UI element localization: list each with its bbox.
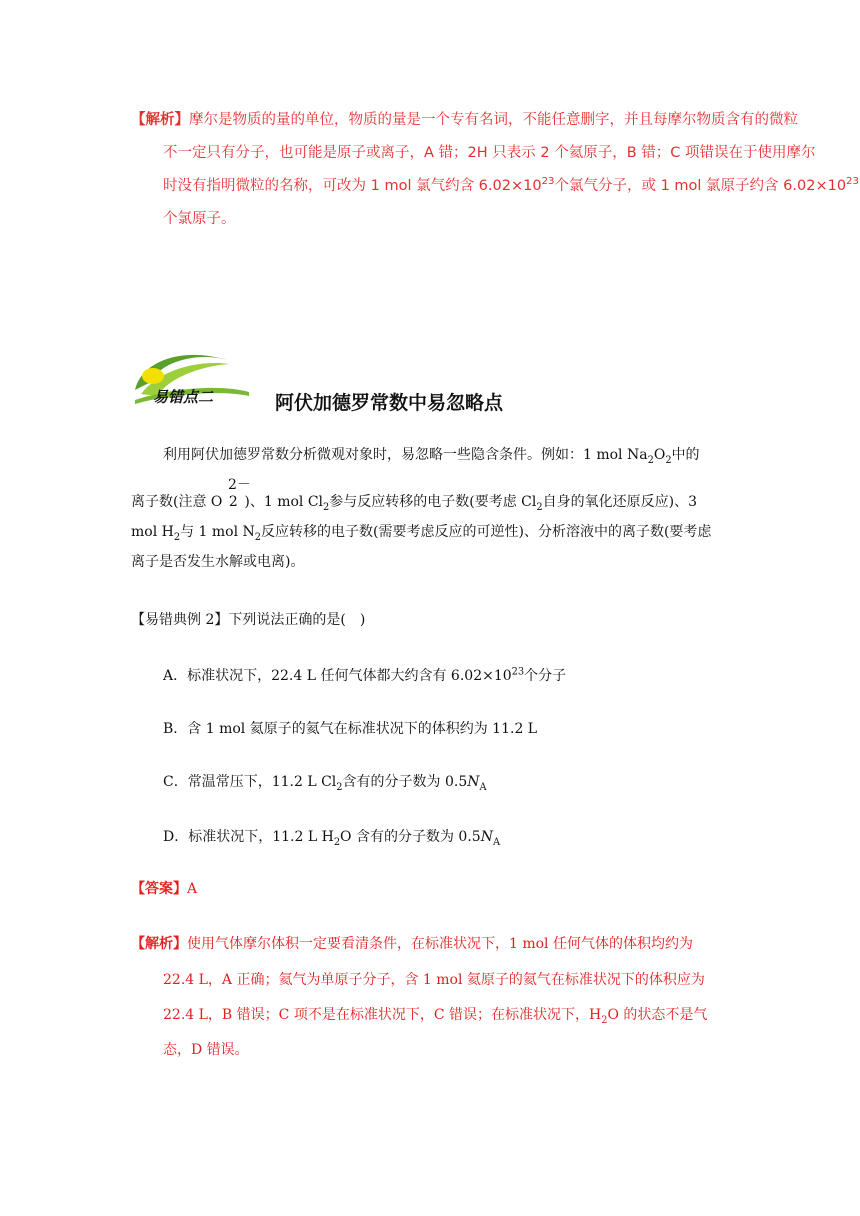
- option-b: B．含 1 mol 氦原子的氦气在标准状况下的体积约为 11.2 L: [163, 721, 538, 737]
- option-c-sub: 2: [336, 781, 343, 793]
- intro-text-3c: 反应转移的电子数(需要考虑反应的可逆性)、分析溶液中的离子数(要考虑: [261, 524, 712, 540]
- example-label: 【易错典例 2】: [131, 612, 229, 628]
- analysis-1-line-3: [131, 170, 859, 203]
- analysis-paragraph-1: [131, 104, 859, 236]
- analysis-2-line-4: 态，D 错误。: [163, 1042, 249, 1058]
- answer-value: A: [187, 881, 198, 897]
- analysis-2-line-3: [163, 1004, 707, 1024]
- option-d-sub: 2: [333, 836, 341, 848]
- intro-text-3b: 与 1 mol N: [180, 524, 255, 540]
- intro-line-2: [131, 491, 697, 511]
- option-a-text: A．标准状况下，22.4 L 任何气体都大约含有 6.02×10: [163, 668, 512, 684]
- intro-text-2b: )、1 mol Cl: [244, 494, 324, 510]
- intro-text-1a: 利用阿伏加德罗常数分析微观对象时，易忽略一些隐含条件。例如：1 mol Na: [163, 447, 648, 463]
- analysis-1-sup-1: 23: [541, 176, 555, 188]
- intro-text-2c: 参与反应转移的电子数(要考虑 Cl: [329, 494, 537, 510]
- analysis-1-line-2: 不一定只有分子，也可能是原子或离子，A 错；2H 只表示 2 个氦原子，B 错；C 项错误在于使用摩尔: [163, 145, 816, 161]
- intro-sub-1: 2: [647, 454, 654, 466]
- ion-charge-label: 2－: [228, 477, 251, 493]
- option-a-post: 个分子: [524, 668, 567, 684]
- analysis-2-text-3b: O 的状态不是气: [607, 1007, 708, 1023]
- analysis-2-sub: 2: [601, 1014, 608, 1026]
- intro-line-4: 离子是否发生水解或电离)。: [131, 554, 305, 570]
- intro-text-2a: 离子数(注意 O: [131, 494, 223, 510]
- ion-subscript: 2: [228, 494, 238, 510]
- analysis-1-line-4: 个氯原子。: [163, 211, 236, 227]
- intro-text-3a: mol H: [131, 524, 174, 540]
- answer-label: 【答案】: [131, 881, 187, 897]
- option-c-text: C．常温常压下，11.2 L Cl: [163, 774, 337, 790]
- analysis-1-text-3a: 时没有指明微粒的名称，可改为 1 mol 氯气约含 6.02×10: [163, 178, 542, 194]
- intro-sub-2: 2: [665, 454, 672, 466]
- intro-sub-5: 2: [173, 531, 181, 543]
- section-heading: [131, 342, 631, 412]
- analysis-1-label: 【解析】: [131, 112, 189, 128]
- intro-sub-3: 2: [323, 501, 330, 513]
- option-a: [163, 665, 566, 685]
- intro-line-1: [163, 444, 700, 464]
- analysis-2-text-1: 使用气体摩尔体积一定要看清条件，在标准状况下，1 mol 任何气体的体积均约为: [187, 936, 693, 952]
- analysis-2-line-1: [131, 933, 693, 953]
- analysis-2-line-2: 22.4 L，A 正确；氦气为单原子分子，含 1 mol 氦原子的氦气在标准状况下的体积应为: [163, 972, 705, 988]
- example-question: [131, 609, 365, 629]
- intro-text-2d: 自身的氧化还原反应)、3: [542, 494, 697, 510]
- analysis-1-line-1: [131, 104, 843, 137]
- analysis-1-text-1: 摩尔是物质的量的单位，物质的量是一个专有名词，不能任意删字，并且每摩尔物质含有的微粒: [189, 112, 798, 128]
- example-question-text: 下列说法正确的是( ): [228, 612, 366, 628]
- analysis-2-text-3a: 22.4 L，B 错误；C 项不是在标准状况下，C 错误；在标准状况下，H: [163, 1007, 602, 1023]
- option-d: [163, 826, 500, 846]
- option-d-a: A: [492, 836, 501, 848]
- option-c-a: A: [479, 781, 487, 793]
- intro-line-3: [131, 521, 711, 541]
- section-badge-text: 易错点二: [153, 388, 214, 406]
- option-d-n: N: [480, 829, 493, 845]
- intro-sub-4: 2: [536, 501, 543, 513]
- section-title: 阿伏加德罗常数中易忽略点: [275, 392, 504, 414]
- intro-sub-6: 2: [254, 531, 262, 543]
- analysis-2-label: 【解析】: [131, 936, 187, 952]
- intro-text-1b: O: [653, 447, 666, 463]
- option-d-text: D．标准状况下，11.2 L H: [163, 829, 334, 845]
- analysis-1-text-3b: 个氯气分子，或 1 mol 氯原子约含 6.02×10: [554, 178, 847, 194]
- option-c-n: N: [467, 774, 480, 790]
- option-c-mid: 含有的分子数为 0.5: [342, 774, 468, 790]
- analysis-1-sup-2: 23: [846, 176, 859, 188]
- option-d-mid: O 含有的分子数为 0.5: [340, 829, 481, 845]
- intro-text-1c: 中的: [671, 447, 700, 463]
- option-c: [163, 771, 487, 791]
- option-a-sup: 23: [511, 666, 525, 678]
- answer-line: [131, 878, 197, 898]
